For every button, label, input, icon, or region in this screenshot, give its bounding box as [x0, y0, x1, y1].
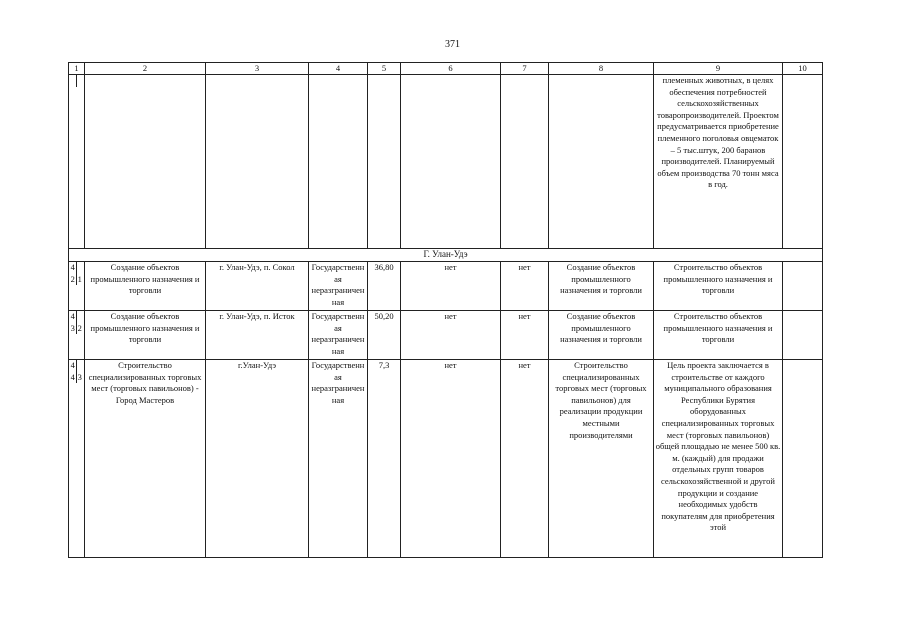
cell-number: [69, 75, 85, 249]
col-header-7: 7: [501, 63, 549, 75]
col10-value: [783, 262, 823, 311]
col6-value: нет: [401, 311, 501, 360]
ownership: Государственная неразграниченная: [309, 360, 368, 558]
ownership: Государственная неразграниченная: [309, 262, 368, 311]
area: 7,3: [368, 360, 401, 558]
purpose: Создание объектов промышленного назначения и торговли: [549, 262, 654, 311]
col10-value: [783, 311, 823, 360]
object-name: Создание объектов промышленного назначения и торговли: [85, 311, 206, 360]
col10-value: [783, 360, 823, 558]
location: г. Улан-Удэ, п. Сокол: [206, 262, 309, 311]
area: 36,80: [368, 262, 401, 311]
location: г.Улан-Удэ: [206, 360, 309, 558]
project-description: Цель проекта заключается в строительстве от каждого муниципального образования Республики Бурятия оборудованных специализированных торговых мест (торговых павильонов) общей площадью не менее 500 кв. м. (каждый) для продажи отдельных групп товаров сельскохозяйственной и другой продукции и создание необходимых удобств покупателям для приобретения этой: [654, 360, 783, 558]
project-description: Строительство объектов промышленного назначения и торговли: [654, 311, 783, 360]
purpose: Создание объектов промышленного назначения и торговли: [549, 311, 654, 360]
area: 50,20: [368, 311, 401, 360]
continuation-row: [69, 75, 823, 249]
col-header-3: 3: [206, 63, 309, 75]
col6-value: нет: [401, 360, 501, 558]
object-name: Строительство специализированных торговых мест (торговых павильонов) - Город Мастеров: [85, 360, 206, 558]
section-row: [69, 249, 823, 262]
col-header-2: 2: [85, 63, 206, 75]
table-row: [69, 311, 823, 360]
section-title: Г. Улан-Удэ: [69, 249, 823, 262]
table-row: [69, 360, 823, 558]
row-number: 44 3: [69, 360, 85, 558]
col-header-9: 9: [654, 63, 783, 75]
col-header-1: 1: [69, 63, 85, 75]
location: г. Улан-Удэ, п. Исток: [206, 311, 309, 360]
col-header-5: 5: [368, 63, 401, 75]
col-header-4: 4: [309, 63, 368, 75]
col-header-6: 6: [401, 63, 501, 75]
object-name: Создание объектов промышленного назначения и торговли: [85, 262, 206, 311]
ownership: Государственная неразграниченная: [309, 311, 368, 360]
col7-value: нет: [501, 311, 549, 360]
col6-value: нет: [401, 262, 501, 311]
page-number: 371: [445, 39, 460, 50]
col-header-8: 8: [549, 63, 654, 75]
col-header-10: 10: [783, 63, 823, 75]
col7-value: нет: [501, 262, 549, 311]
project-description: Строительство объектов промышленного назначения и торговли: [654, 262, 783, 311]
table-row: [69, 262, 823, 311]
continuation-description: племенных животных, в целях обеспечения потребностей сельскохозяйственных товаропроизводителей. Проектом предусматривается приобретение племенного поголовья овцематок – 5 тыс.штук, 200 баранов производителей. Планируемый объем производства 70 тонн мяса в год.: [654, 75, 783, 249]
column-number-row: [69, 63, 823, 75]
purpose: Строительство специализированных торговых мест (торговых павильонов) для реализации продукции местными производителями: [549, 360, 654, 558]
row-number: 43 2: [69, 311, 85, 360]
row-number: 42 1: [69, 262, 85, 311]
col7-value: нет: [501, 360, 549, 558]
land-plots-table: [68, 62, 823, 558]
